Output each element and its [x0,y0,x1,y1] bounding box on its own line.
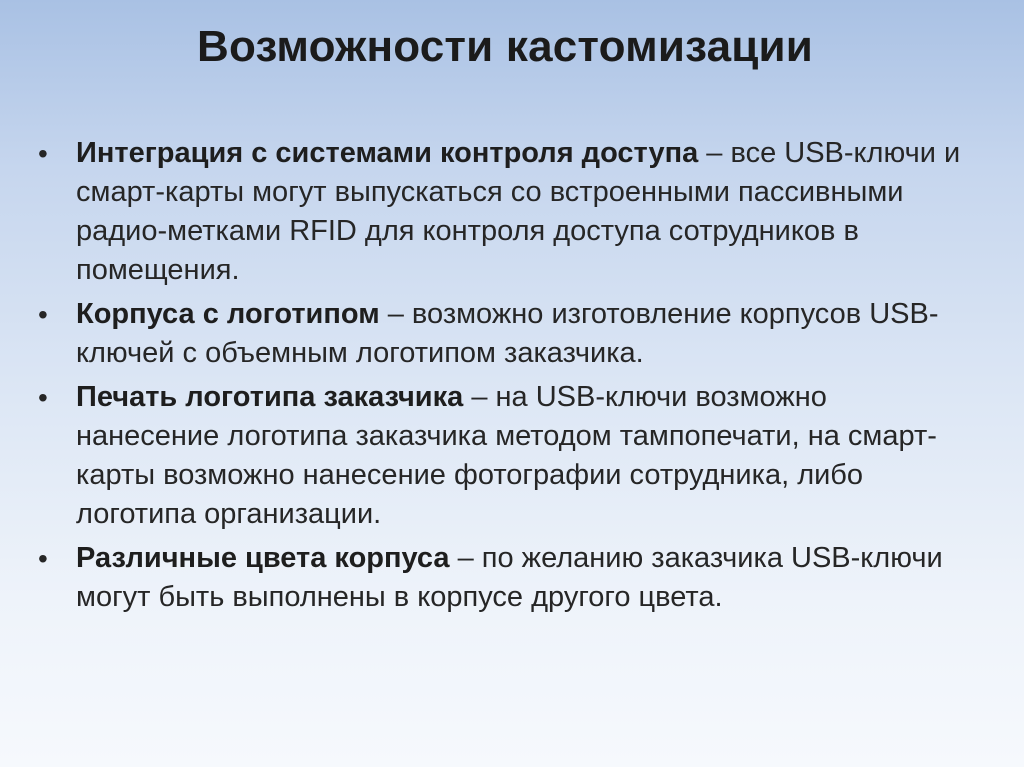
bullet-term: Различные цвета корпуса [76,542,450,574]
bullet-item [38,295,968,373]
bullet-item [38,378,968,534]
bullet-text: – на USB-ключи возможно нанесение логотипа заказчика методом тампопечати, на смарт-карты возможно нанесение фотографии сотрудника, либо логотипа организации. [76,381,937,530]
bullet-item [38,134,968,290]
bullet-icon: • [38,543,48,574]
bullet-term: Интеграция с системами контроля доступа [76,137,699,169]
slide-title: Возможности кастомизации [196,22,813,71]
bullet-text: – возможно изготовление корпусов USB-ключей с объемным логотипом заказчика. [76,298,939,369]
bullet-icon: • [38,138,48,169]
bullet-text: – по желанию заказчика USB-ключи могут быть выполнены в корпусе другого цвета. [76,542,943,613]
bullet-item [38,539,968,617]
bullet-list [38,134,968,622]
bullet-term: Печать логотипа заказчика [76,381,464,413]
bullet-icon: • [38,299,48,330]
bullet-icon: • [38,382,48,413]
bullet-term: Корпуса с логотипом [76,298,380,330]
bullet-text: – все USB-ключи и смарт-карты могут выпускаться со встроенными пассивными радио-метками RFID для контроля доступа сотрудников в помещения. [76,137,961,286]
